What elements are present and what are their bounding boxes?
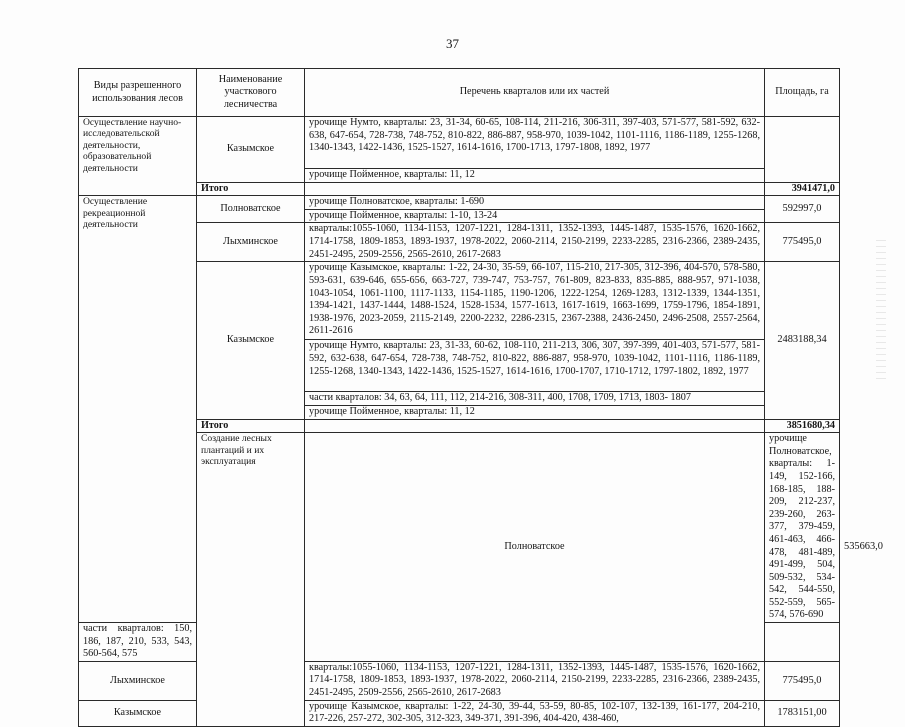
forestry-name: Казымское bbox=[197, 117, 305, 183]
quarter-list: кварталы:1055-1060, 1134-1153, 1207-1221, 1284-1311, 1352-1393, 1445-1487, 1535-1576, 1620-1662, 1714-1758, 1809-1853, 1893-1937, 1978-2022, 2060-2114, 2150-2199, 2233-2285, 2316-2366, 2389-2435, 2451-2495, 2509-2556, 2565-2610, 2617-2683 bbox=[305, 661, 765, 700]
forestry-name: Казымское bbox=[197, 262, 305, 419]
quarter-list: урочище Нумто, кварталы: 23, 31-34, 60-65, 108-114, 211-216, 306-311, 397-403, 571-577, 581-592, 632-638, 647-654, 728-738, 748-752, 810-822, 886-887, 958-970, 1039-1042, 1101-1116, 1186-1189, 1255-1268, 1340-1343, 1422-1436, 1525-1527, 1614-1616, 1700-1713, 1797-1808, 1892, 1977 bbox=[305, 117, 765, 169]
total-label: Итого bbox=[197, 419, 305, 433]
quarter-list: урочище Казымское, кварталы: 1-22, 24-30, 35-59, 66-107, 115-210, 217-305, 312-396, 404-570, 578-580, 593-631, 639-646, 655-656, 663-727, 739-747, 753-757, 761-809, 823-833, 835-885, 888-957, 971-1038, 1043-1054, 1061-1100, 1117-1133, 1154-1185, 1190-1206, 1222-1254, 1269-1283, 1312-1339, 1344-1351, 1394-1421, 1437-1444, 1488-1524, 1528-1534, 1577-1613, 1617-1619, 1663-1699, 1759-1796, 1854-1891, 1938-1976, 2023-2059, 2115-2149, 2200-2232, 2286-2315, 2367-2388, 2436-2450, 2496-2508, 2557-2564, 2611-2616 bbox=[305, 262, 765, 340]
total-area: 3941471,0 bbox=[765, 182, 840, 196]
use-type-research: Осуществление научно-исследовательской деятельности, образовательной деятельности bbox=[79, 117, 197, 196]
forestry-name: Лыхминское bbox=[79, 661, 197, 700]
scan-margin-marks bbox=[876, 240, 886, 380]
total-empty bbox=[305, 182, 765, 196]
total-label: Итого bbox=[197, 182, 305, 196]
area-value bbox=[765, 117, 840, 183]
quarter-list: кварталы:1055-1060, 1134-1153, 1207-1221, 1284-1311, 1352-1393, 1445-1487, 1535-1576, 1620-1662, 1714-1758, 1809-1853, 1893-1937, 1978-2022, 2060-2114, 2150-2199, 2233-2285, 2316-2366, 2389-2435, 2451-2495, 2509-2556, 2565-2610, 2617-2683 bbox=[305, 223, 765, 262]
forestry-name: Полноватское bbox=[197, 196, 305, 223]
quarter-list: урочище Пойменное, кварталы: 11, 12 bbox=[305, 405, 765, 419]
table-row bbox=[79, 117, 840, 169]
header-forestry: Наименование участкового лесничества bbox=[197, 69, 305, 117]
table-row bbox=[79, 661, 840, 700]
use-type-recreation: Осуществление рекреационной деятельности bbox=[79, 196, 197, 623]
area-value: 1783151,00 bbox=[765, 700, 840, 726]
quarter-list: урочище Казымское, кварталы: 1-22, 24-30, 39-44, 53-59, 80-85, 102-107, 132-139, 161-177, 204-210, 217-226, 257-272, 302-305, 312-323, 349-371, 391-396, 404-420, 438-460, bbox=[305, 700, 765, 726]
area-value: 2483188,34 bbox=[765, 262, 840, 419]
forestry-name: Лыхминское bbox=[197, 223, 305, 262]
quarter-list: урочище Полноватское, кварталы: 1-149, 152-166, 168-185, 188-209, 212-237, 239-260, 263-377, 379-459, 461-463, 466-478, 481-489, 491-499, 504, 509-532, 534-542, 544-550, 552-559, 565-574, 576-690 bbox=[765, 433, 840, 623]
table-row: Создание лесных плантаций и их эксплуатация Полноватское урочище Полноватское, кварталы: 1-149, 152-166, 168-185, 188-209, 212-237, 239-260, 263-377, 379-459, 461-463, 466-478, 481-489, 491-499, 504, 509-532, 534-542, 544-550, 552-559, 565-574, 576-690 535663,0 bbox=[79, 433, 840, 623]
header-area: Площадь, га bbox=[765, 69, 840, 117]
forestry-name: Полноватское bbox=[305, 433, 765, 662]
table-header-row bbox=[79, 69, 840, 117]
forestry-name: Казымское bbox=[79, 700, 197, 726]
use-type-plantations: Создание лесных плантаций и их эксплуатация bbox=[197, 433, 305, 727]
area-value: 592997,0 bbox=[765, 196, 840, 223]
area-value: 775495,0 bbox=[765, 223, 840, 262]
table-row bbox=[79, 196, 840, 210]
table-row bbox=[79, 700, 840, 726]
total-area: 3851680,34 bbox=[765, 419, 840, 433]
header-use: Виды разрешенного использования лесов bbox=[79, 69, 197, 117]
total-empty bbox=[305, 419, 765, 433]
quarter-list: части кварталов: 34, 63, 64, 111, 112, 214-216, 308-311, 400, 1708, 1709, 1713, 1803- 1807 bbox=[305, 392, 765, 406]
area-value: 775495,0 bbox=[765, 661, 840, 700]
page-number: 37 bbox=[446, 36, 459, 51]
quarter-list: части кварталов: 150, 186, 187, 210, 533, 543, 560-564, 575 bbox=[79, 623, 197, 662]
quarter-list: урочище Полноватское, кварталы: 1-690 bbox=[305, 196, 765, 210]
quarter-list: урочище Пойменное, кварталы: 11, 12 bbox=[305, 169, 765, 183]
header-quarters: Перечень кварталов или их частей bbox=[305, 69, 765, 117]
quarter-list: урочище Нумто, кварталы: 23, 31-33, 60-62, 108-110, 211-213, 306, 307, 397-399, 401-403, 571-577, 581-592, 632-638, 647-654, 728-738, 748-752, 810-822, 886-887, 958-970, 1039-1042, 1101-1116, 1186-1189, 1255-1268, 1340-1343, 1422-1436, 1525-1527, 1614-1616, 1700-1707, 1710-1712, 1797-1802, 1892, 1977 bbox=[305, 340, 765, 392]
quarters-table bbox=[78, 68, 883, 727]
quarter-list: урочище Пойменное, кварталы: 1-10, 13-24 bbox=[305, 209, 765, 223]
